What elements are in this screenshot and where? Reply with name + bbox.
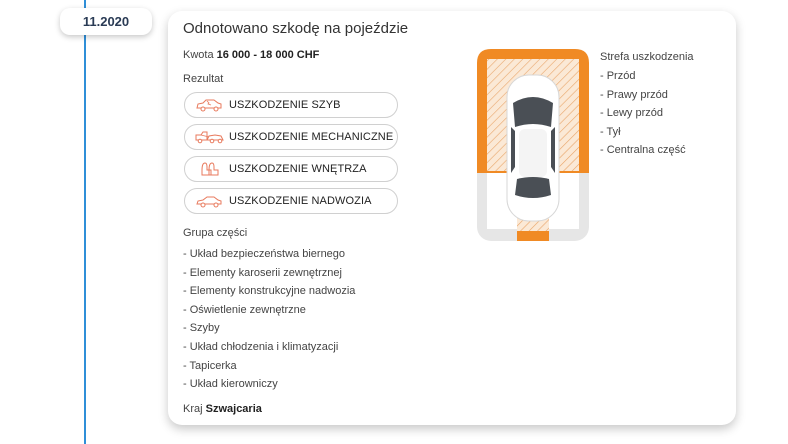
- country-label: Kraj: [183, 403, 203, 415]
- timeline-line: [84, 0, 86, 444]
- list-item: - Przód: [600, 70, 636, 82]
- list-item: - Centralna część: [600, 144, 686, 157]
- car-body-icon: [195, 193, 223, 209]
- car-damage-diagram: [475, 47, 591, 243]
- result-pill-label: USZKODZENIE NADWOZIA: [229, 195, 372, 207]
- tow-truck-icon: [195, 129, 225, 145]
- zone-label: Strefa uszkodzenia: [600, 51, 694, 63]
- timeline-date-badge: 11.2020: [60, 8, 152, 35]
- zone-list: [600, 67, 686, 160]
- parts-label: Grupa części: [183, 227, 248, 239]
- rear-zone-bar: [517, 231, 549, 241]
- list-item: - Układ bezpieczeństwa biernego: [183, 248, 346, 260]
- list-item: - Tapicerka: [183, 359, 237, 372]
- amount-label: Kwota: [183, 49, 214, 61]
- card-title: Odnotowano szkodę na pojeździe: [183, 20, 409, 37]
- result-pill-label: USZKODZENIE WNĘTRZA: [229, 163, 367, 175]
- car-topview-icon: [507, 75, 559, 221]
- result-pill-label: USZKODZENIE MECHANICZNE: [229, 131, 394, 143]
- list-item: - Tył: [600, 125, 621, 138]
- result-pill-body: [184, 188, 398, 214]
- list-item: - Elementy konstrukcyjne nadwozia: [183, 285, 356, 298]
- car-seats-icon: [195, 161, 223, 177]
- result-pill-glass: [184, 92, 398, 118]
- country-value: Szwajcaria: [205, 403, 262, 415]
- list-item: - Układ chłodzenia i klimatyzacji: [183, 340, 339, 353]
- amount: [183, 49, 319, 61]
- amount-value: 16 000 - 18 000 CHF: [216, 49, 320, 61]
- damage-card: [168, 11, 736, 425]
- result-pill-label: USZKODZENIE SZYB: [229, 99, 341, 111]
- result-pill-interior: [184, 156, 398, 182]
- country: [183, 403, 262, 415]
- list-item: - Lewy przód: [600, 107, 663, 120]
- list-item: - Układ kierowniczy: [183, 378, 278, 391]
- list-item: - Szyby: [183, 322, 220, 335]
- car-glass-icon: [195, 97, 223, 113]
- list-item: - Elementy karoserii zewnętrznej: [183, 266, 342, 279]
- result-label: Rezultat: [183, 73, 224, 85]
- result-pill-mechanical: [184, 124, 398, 150]
- list-item: - Prawy przód: [600, 88, 668, 101]
- parts-list: [183, 245, 355, 394]
- list-item: - Oświetlenie zewnętrzne: [183, 303, 306, 316]
